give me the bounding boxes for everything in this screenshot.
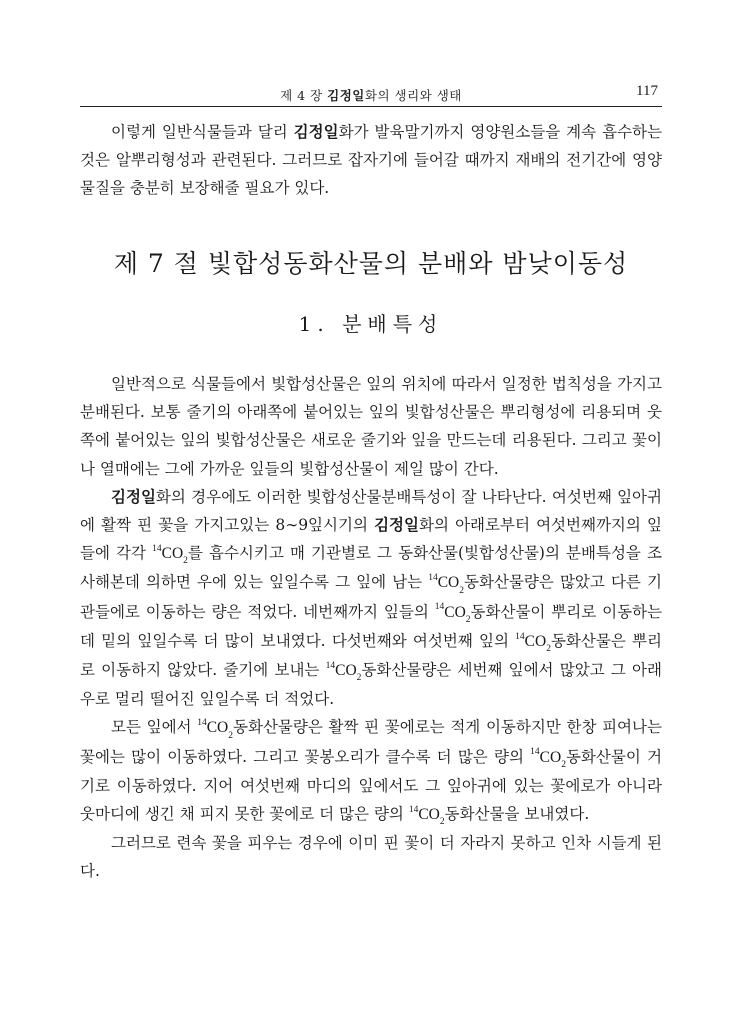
chem-formula: $^{14}CO_2$ xyxy=(434,602,471,625)
paragraph-2: 일반적으로 식물들에서 빛합성산물은 잎의 위치에 따라서 일정한 법칙성을 가지고 분배된다. 보통 줄기의 아래쪽에 붙어있는 잎의 빛합성산물은 뿌리형성에 리용되며 웃쪽에 붙어있는 잎의 빛합성산물은 새로운 줄기와 잎을 만드는데 리용된다. 그리고 꽃이나 열매에는 그에 가까운 잎들의 빛합성산물이 제일 많이 간다. xyxy=(80,375,662,478)
chem-formula: $^{14}CO_2$ xyxy=(515,631,551,654)
chem-formula: $^{14}CO_2$ xyxy=(152,544,188,567)
page-number: 117 xyxy=(636,83,658,99)
paragraph-4: 모든 잎에서 $^{14}CO_2$동화산물량은 활짝 핀 꽃에로는 적게 이동하지만 한창 피여나는 꽃에는 많이 이동하였다. 그리고 꽃봉오리가 클수록 더 많은 량의 $^{14}CO_2$동화산물이 거기로 이동하였다. 지어 여섯번째 마디의 잎에서도 그 잎아귀에 있는 꽃에로가 아니라 웃마디에 생긴 채 피지 못한 꽃에로 더 많은 량의 $^{14}CO_2$동화산물을 보내였다. xyxy=(80,718,663,828)
chem-formula: $^{14}CO_2$ xyxy=(428,573,465,596)
paragraph-3: 김정일화의 경우에도 이러한 빛합성산물분배특성이 잘 나타난다. 여섯번째 잎아귀에 활짝 핀 꽃을 가지고있는 8∼9잎시기의 김정일화의 아래로부터 여섯번째까지의 잎들에 각각 $^{14}CO_2$를 흡수시키고 매 기관별로 그 동화산물(빛합성산물)의 분배특성을 조사해본데 의하면 우에 있는 잎일수록 그 잎에 남는 $^{14}CO_2$동화산물량은 많았고 다른 기관들에로 이동하는 량은 적었다. 네번째까지 잎들의 $^{14}CO_2$동화산물이 뿌리로 이동하는데 밑의 잎일수록 더 많이 보내였다. 다섯번째와 여섯번째 잎의 $^{14}CO_2$동화산물은 뿌리로 이동하지 않았다. 줄기에 보내는 $^{14}CO_2$동화산물량은 세번째 잎에서 많았고 그 아래우로 멀리 떨어진 잎일수록 더 적었다. xyxy=(80,487,663,709)
section-title: 제 7 절 빛합성동화산물의 분배와 밤낮이동성 xyxy=(113,249,629,278)
main-text xyxy=(80,370,662,886)
subsection-title: 1. 분배특성 xyxy=(298,312,444,336)
paragraph-5: 그러므로 련속 꽃을 피우는 경우에 이미 핀 꽃이 더 자라지 못하고 인차 시들게 된다. xyxy=(80,834,662,881)
chem-formula: $^{14}CO_2$ xyxy=(408,804,445,828)
paragraph-1: 이렇게 일반식물들과 달리 김정일화가 발육말기까지 영양원소들을 계속 흡수하는것은 알뿌리형성과 관련된다. 그러므로 잡자기에 들어갈 때까지 재배의 전기간에 영양물질을 충분히 보장해줄 필요가 있다. xyxy=(80,123,662,198)
chapter-title: 제 4 장 김정일화의 생리와 생태 xyxy=(280,88,462,103)
chem-formula: $^{14}CO_2$ xyxy=(530,747,566,770)
chem-formula: $^{14}CO_2$ xyxy=(325,660,362,684)
intro-text xyxy=(80,118,662,203)
chem-formula: $^{14}CO_2$ xyxy=(197,718,233,741)
running-head xyxy=(80,80,662,107)
